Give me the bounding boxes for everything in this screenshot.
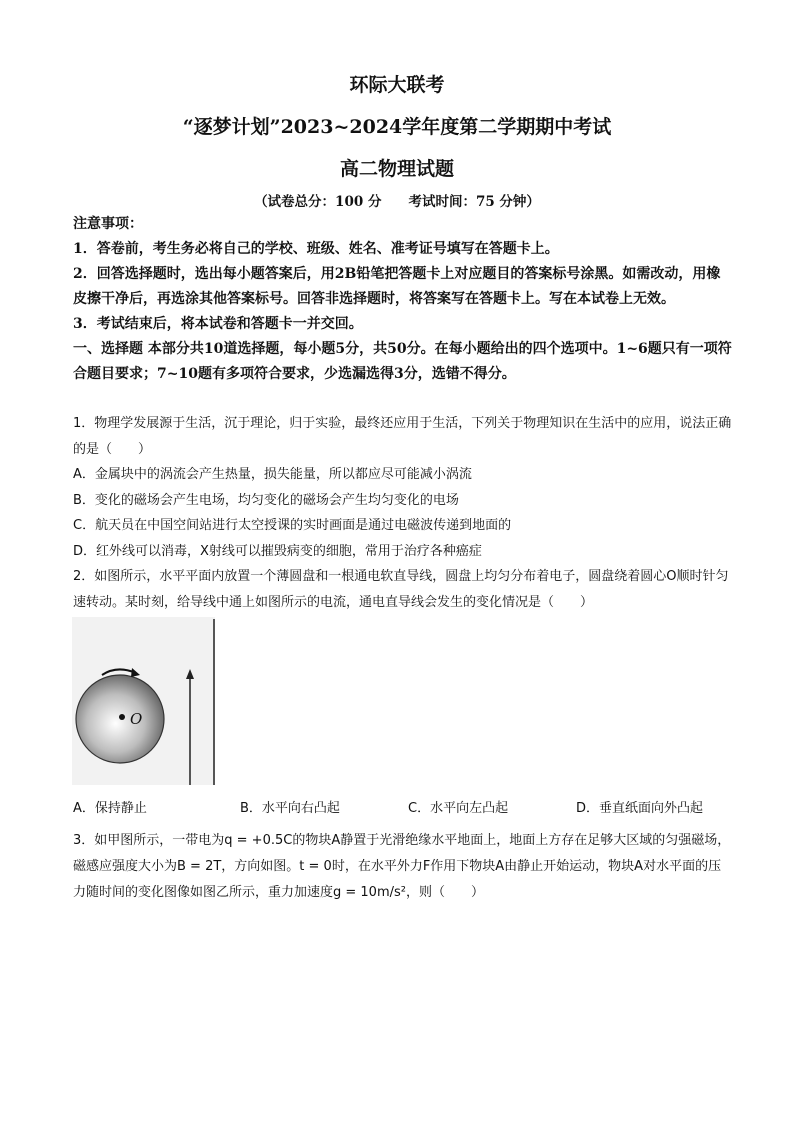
q2-option-a: A．保持静止 — [73, 801, 147, 816]
q1-option-b: B．变化的磁场会产生电场，均匀变化的磁场会产生均匀变化的电场 — [73, 492, 459, 508]
disk-center-label: O — [130, 710, 143, 728]
notice-item-3: 3．考试结束后，将本试卷和答题卡一并交回。 — [73, 316, 363, 332]
question-3 — [73, 828, 733, 906]
notice-item-2: 2．回答选择题时，选出每小题答案后，用2B铅笔把答题卡上对应题目的答案标号涂黑。如需改动，用橡皮擦干净后，再选涂其他答案标号。回答非选择题时，将答案写在答题卡上。写在本试卷上无效。 — [73, 266, 721, 307]
q2-option-b: B．水平向右凸起 — [240, 801, 340, 816]
section-1-title: 一、选择题 本部分共10道选择题，每小题5分，共50分。在每小题给出的四个选项中。1~6题只有一项符合题目要求；7~10题有多项符合要求，少选漏选得3分，选错不得分。 — [73, 341, 732, 382]
exam-meta: （试卷总分：100 分 考试时间：75 分钟） — [254, 194, 540, 210]
q2-option-d: D．垂直纸面向外凸起 — [576, 801, 704, 816]
q2-figure — [72, 617, 222, 791]
exam-alliance-title: 环际大联考 — [349, 74, 445, 96]
q1-option-d: D．红外线可以消毒，X射线可以摧毁病变的细胞，常用于治疗各种癌症 — [73, 543, 482, 559]
q3-stem: 3．如甲图所示，一带电为q = +0.5C的物块A静置于光滑绝缘水平地面上，地面上方存在足够大区域的匀强磁场，磁感应强度大小为B = 2T，方向如图。t = 0时，在水平外力F作用下物块A由静止开始运动，物块A对水平面的压力随时间的变化图像如图乙所示，重力加速度g = 10m/s²，则（ ） — [73, 833, 731, 900]
exam-term-title: “逐梦计划”2023~2024学年度第二学期期中考试 — [182, 116, 612, 138]
notice-title: 注意事项： — [73, 216, 143, 232]
exam-subject-title: 高二物理试题 — [339, 158, 454, 180]
disk-wire-diagram — [72, 617, 222, 787]
q2-option-c: C．水平向左凸起 — [408, 801, 509, 816]
q2-stem: 2．如图所示，水平平面内放置一个薄圆盘和一根通电软直导线，圆盘上均匀分布着电子，圆盘绕着圆心O顺时针匀速转动。某时刻，给导线中通上如图所示的电流，通电直导线会发生的变化情况是（ ） — [73, 569, 729, 610]
disk-center-dot — [119, 714, 125, 720]
q1-option-a: A．金属块中的涡流会产生热量，损失能量，所以都应尽可能减小涡流 — [73, 467, 472, 482]
notice-block — [73, 212, 733, 387]
notice-item-1: 1．答卷前，考生务必将自己的学校、班级、姓名、准考证号填写在答题卡上。 — [73, 241, 559, 257]
q1-option-c: C．航天员在中国空间站进行太空授课的实时画面是通过电磁波传递到地面的 — [73, 518, 512, 533]
question-1 — [73, 411, 733, 615]
q1-stem: 1．物理学发展源于生活，沉于理论，归于实验，最终还应用于生活，下列关于物理知识在生活中的应用，说法正确的是（ ） — [73, 416, 732, 457]
